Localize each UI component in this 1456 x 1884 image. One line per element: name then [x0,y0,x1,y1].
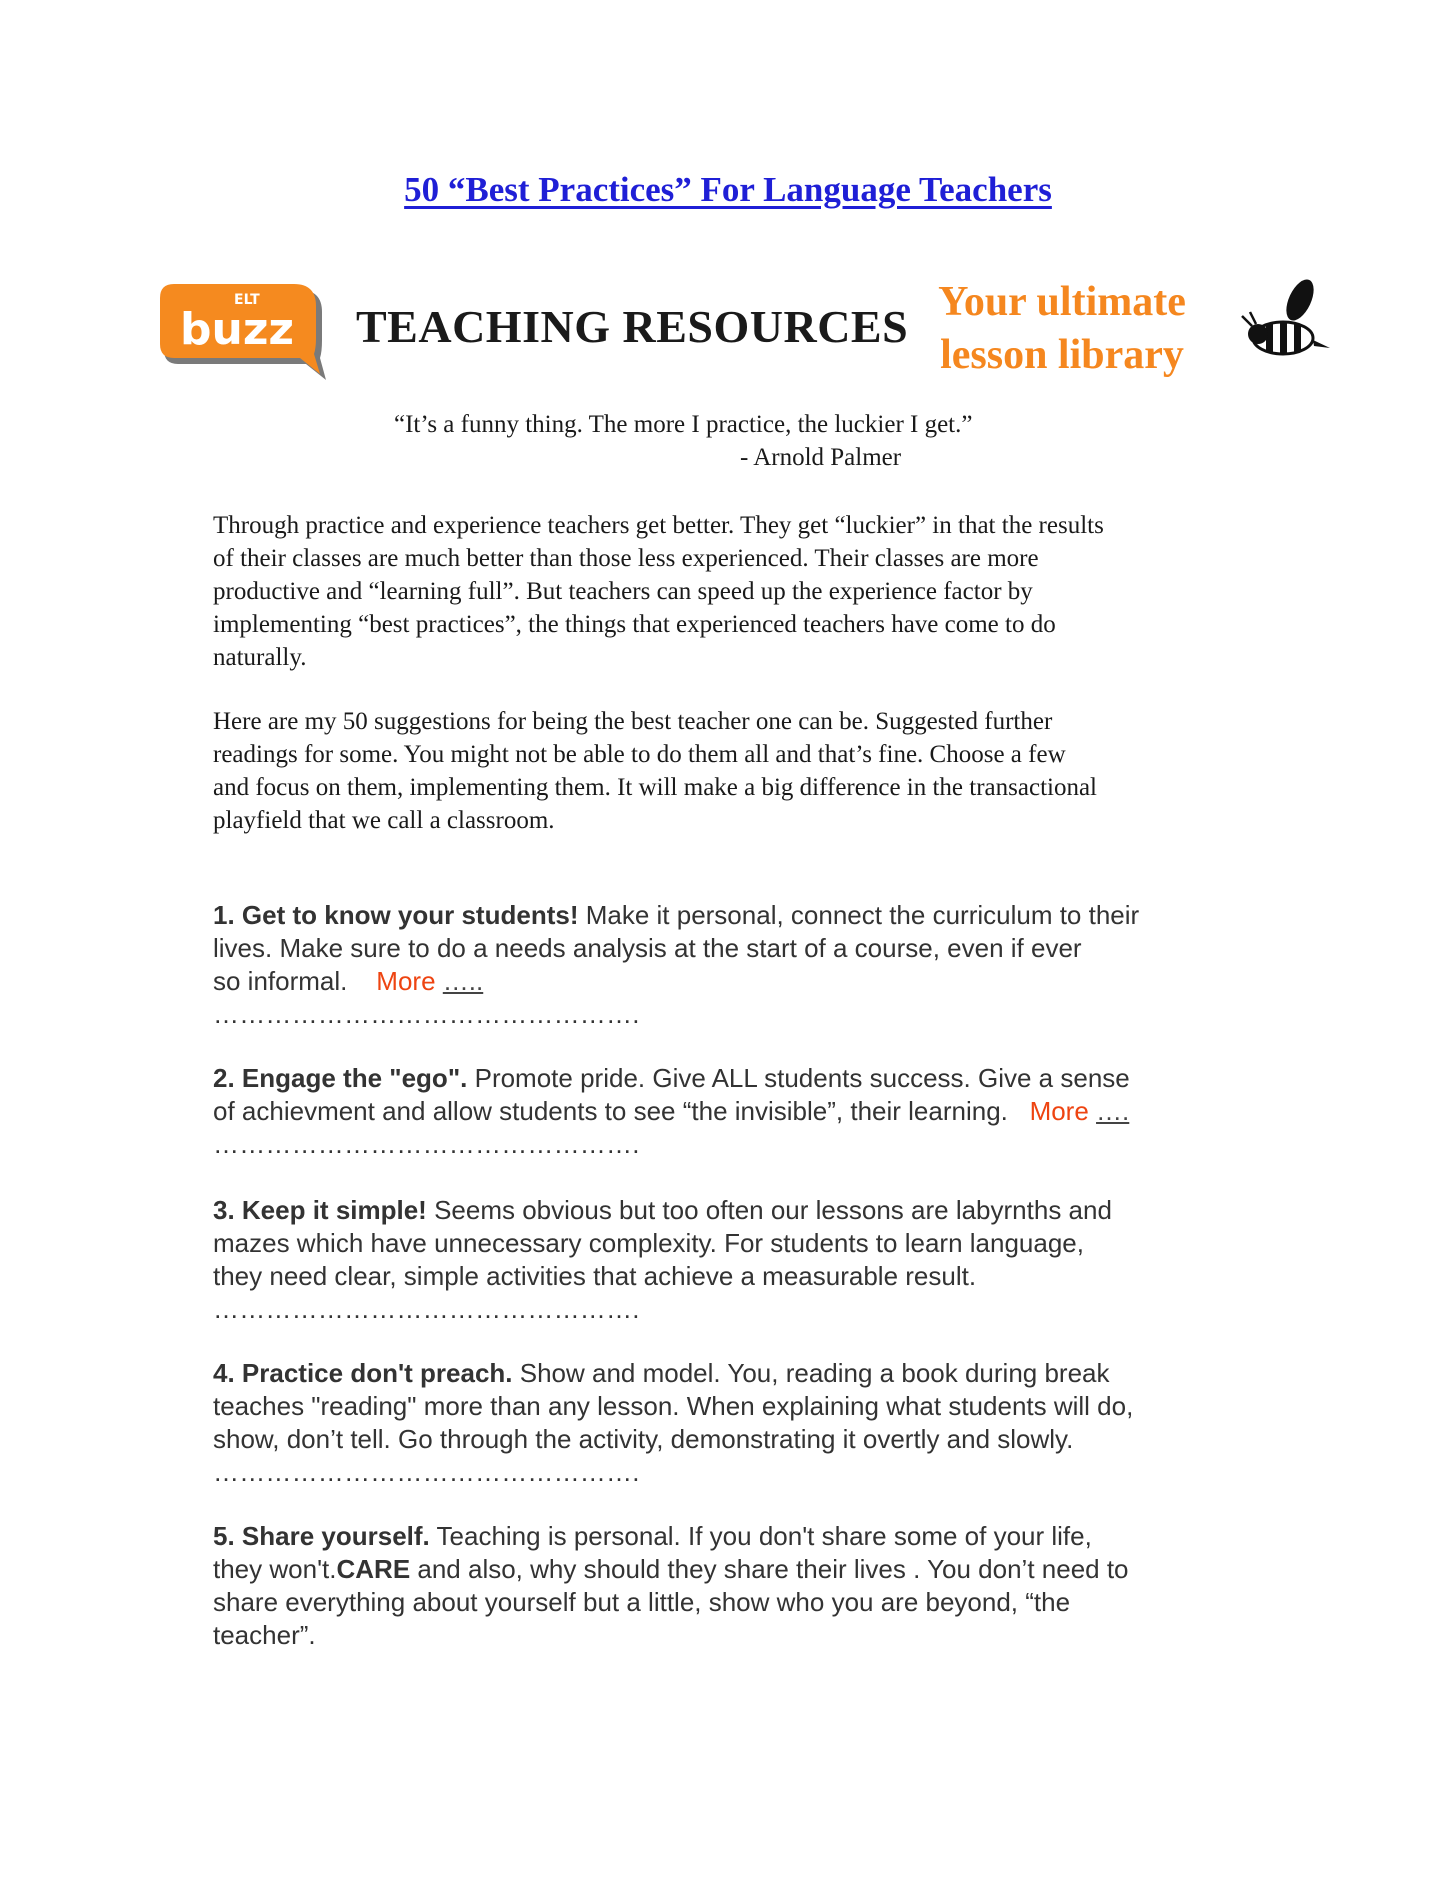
divider: …………………………………………. [213,1457,640,1487]
text-line: and focus on them, implementing them. It will make a big difference in the transactional [213,774,1097,801]
text-line: teaches "reading" more than any lesson. When explaining what students will do, [213,1391,1134,1421]
text-line [213,1062,1263,1095]
item-text: so informal. [213,966,348,996]
item-text: Teaching is personal. If you don't share some of your life, [429,1521,1092,1551]
tagline-line-1: Your ultimate [938,279,1186,325]
svg-text:buzz: buzz [180,304,295,355]
divider: …………………………………………. [213,1129,640,1159]
elt-buzz-logo [160,282,332,382]
practice-item-5 [213,1520,1263,1652]
text-line: playfield that we call a classroom. [213,807,555,834]
item-heading: 1. Get to know your students! [213,900,579,930]
text-line: of their classes are much better than those less experienced. Their classes are more [213,545,1039,572]
text-line: mazes which have unnecessary complexity. For students to learn language, [213,1228,1084,1258]
item-heading: 5. Share yourself. [213,1521,430,1551]
text-line [213,1095,1263,1128]
practice-item-3 [213,1194,1263,1326]
tagline-line-2: lesson library [940,332,1184,378]
svg-text:ELT: ELT [234,292,260,308]
bee-icon [1238,278,1338,368]
text-line: Through practice and experience teachers get better. They get “luckier” in that the results [213,512,1104,539]
text-line: show, don’t tell. Go through the activity, demonstrating it overtly and slowly. [213,1424,1074,1454]
text-line: naturally. [213,644,307,671]
item-text: Make it personal, connect the curriculum to their [578,900,1140,930]
quote-text: “It’s a funny thing. The more I practice, the luckier I get.” [394,411,973,438]
opening-quote [394,408,972,474]
practice-item-1 [213,899,1263,1031]
practice-item-2 [213,1062,1263,1161]
text-line: teacher”. [213,1620,316,1650]
text-line [213,1553,1263,1586]
text-line: productive and “learning full”. But teachers can speed up the experience factor by [213,578,1033,605]
text-line [213,899,1263,932]
banner-heading: TEACHING RESOURCES [356,301,909,352]
banner-tagline [916,276,1208,382]
item-emphasis: CARE [336,1554,411,1584]
item-text: of achievment and allow students to see “the invisible”, their learning. [213,1096,1008,1126]
intro-paragraph-2 [213,705,1253,837]
practice-item-4 [213,1357,1263,1489]
text-line [213,1194,1263,1227]
item-text: and also, why should they share their lives . You don’t need to [410,1554,1129,1584]
item-heading: 3. Keep it simple! [213,1195,427,1225]
text-line: Here are my 50 suggestions for being the best teacher one can be. Suggested further [213,708,1053,735]
text-line: share everything about yourself but a little, show who you are beyond, “the [213,1587,1071,1617]
item-text: Promote pride. Give ALL students success. Give a sense [467,1063,1130,1093]
item-text: they won't. [213,1554,337,1584]
more-link[interactable]: More [1029,1096,1089,1126]
text-line: lives. Make sure to do a needs analysis at the start of a course, even if ever [213,933,1082,963]
item-heading: 4. Practice don't preach. [213,1358,513,1388]
more-link[interactable]: More [376,966,436,996]
item-text: Show and model. You, reading a book during break [512,1358,1110,1388]
page-title[interactable]: 50 “Best Practices” For Language Teachers [404,170,1052,209]
divider: …………………………………………. [213,1294,640,1324]
more-link-dots[interactable]: …. [1096,1096,1130,1126]
teaching-resources-banner [160,276,1340,386]
quote-author: - Arnold Palmer [740,444,902,471]
divider: …………………………………………. [213,999,640,1029]
more-link-dots[interactable]: ….. [442,966,484,996]
text-line [213,1520,1263,1553]
text-line [213,1357,1263,1390]
text-line: readings for some. You might not be able to do them all and that’s fine. Choose a few [213,741,1066,768]
item-heading: 2. Engage the "ego". [213,1063,468,1093]
intro-paragraph-1 [213,509,1253,674]
item-text: Seems obvious but too often our lessons are labyrnths and [426,1195,1112,1225]
text-line: implementing “best practices”, the things that experienced teachers have come to do [213,611,1056,638]
text-line [213,965,1263,998]
text-line: they need clear, simple activities that achieve a measurable result. [213,1261,977,1291]
